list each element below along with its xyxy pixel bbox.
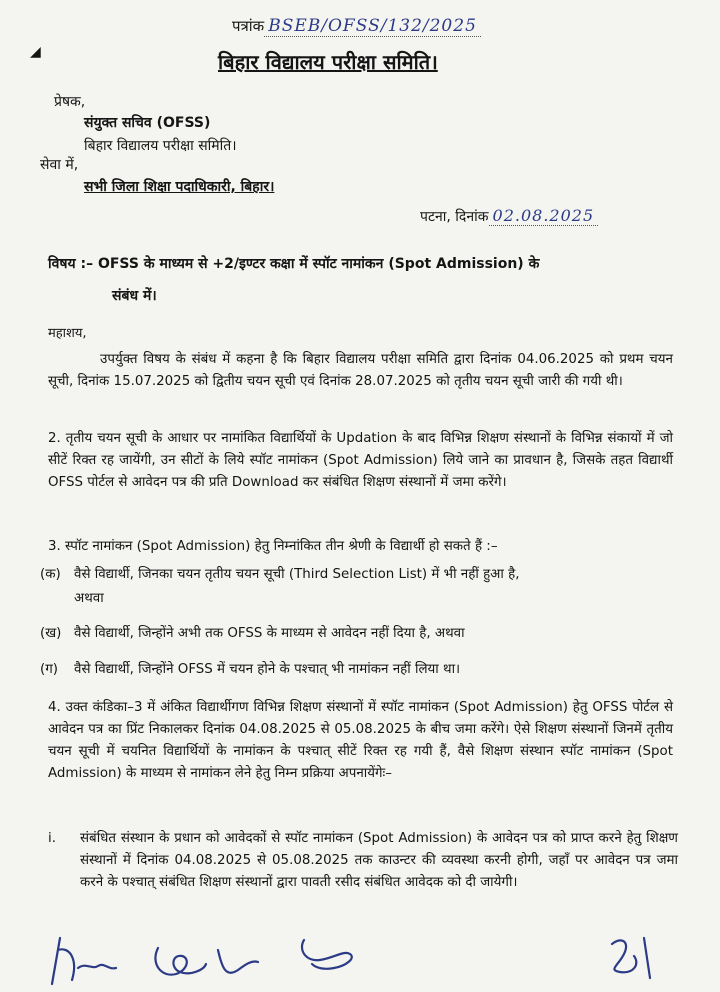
letter-number-line [232,16,481,36]
category-ka-marker: (क) [40,567,61,582]
initials-row [0,920,720,992]
procedure-item-text: संबंधित संस्थान के प्रधान को आवेदकों से स्पॉट नामांकन (Spot Admission) के आवेदन पत्र को प्राप्त करने हेतु शिक्षण संस्थानों में दिनांक 04.08.2025 से 05.08.2025 तक काउन्टर की व्यवस्था करनी होगी, जहाँ पर आवेदन पत्र जमा करने के पश्चात् संबंधित शिक्षण संस्थानों द्वारा पावती रसीद संबंधित आवेदक को दी जायेगी। [80,831,678,890]
letter-number-label: पत्रांक [232,17,265,35]
category-ga-text: वैसे विद्यार्थी, जिन्होंने OFSS में चयन होने के पश्चात् भी नामांकन नहीं लिया था। [74,662,461,677]
corner-mark: ◢ [30,44,41,60]
date-line [420,206,598,226]
category-kha-marker: (ख) [40,626,62,641]
category-ka [40,564,680,586]
paragraph-3: 3. स्पॉट नामांकन (Spot Admission) हेतु निम्नांकित तीन श्रेणी के विद्यार्थी हो सकते हैं :– [48,539,498,554]
category-ga-marker: (ग) [40,662,58,677]
category-ga [40,659,680,681]
paragraph-2: 2. तृतीय चयन सूची के आधार पर नामांकित विद्यार्थियों के Updation के बाद विभिन्न शिक्षण संस्थानों के विभिन्न संकायों में जो सीटें रिक्त रह जायेंगी, उन सीटों के लिये स्पॉट नामांकन (Spot Admission) लिये जाने का प्रावधान है, जिसके तहत विद्यार्थी OFSS पोर्टल से आवेदन पत्र की प्रति Download कर संबंधित शिक्षण संस्थानों में जमा करेंगे। [48,431,673,490]
category-kha-text: वैसे विद्यार्थी, जिन्होंने अभी तक OFSS के माध्यम से आवेदन नहीं दिया है, अथवा [74,626,465,641]
date-handwritten: 02.08.2025 [489,206,599,226]
initial-signature-4 [612,938,650,978]
category-ka-text: वैसे विद्यार्थी, जिनका चयन तृतीय चयन सूची (Third Selection List) में भी नहीं हुआ है, [74,567,520,582]
sender-name: संयुक्त सचिव (OFSS) [84,115,211,131]
subject-line-1: विषय :– OFSS के माध्यम से +2/इण्टर कक्षा में स्पॉट नामांकन (Spot Admission) के [48,256,540,272]
date-label: पटना, दिनांक [420,209,489,225]
initial-signature-2 [155,948,258,975]
sender-organization: बिहार विद्यालय परीक्षा समिति। [84,138,237,154]
category-ka-continuation: अथवा [74,591,104,606]
category-kha [40,623,680,645]
sender-label: प्रेषक, [54,94,86,110]
organization-title: बिहार विद्यालय परीक्षा समिति। [218,50,438,74]
initial-signature-3 [302,940,352,969]
recipient-name: सभी जिला शिक्षा पदाधिकारी, बिहार। [84,179,275,195]
letter-number-handwritten: BSEB/OFSS/132/2025 [264,16,481,37]
subject-line-2: संबंध में। [112,288,157,304]
recipient-label: सेवा में, [40,157,79,173]
paragraph-1: उपर्युक्त विषय के संबंध में कहना है कि बिहार विद्यालय परीक्षा समिति द्वारा दिनांक 04.06.2025 को प्रथम चयन सूची, दिनांक 15.07.2025 को द्वितीय चयन सूची एवं दिनांक 28.07.2025 को तृतीय चयन सूची जारी की गयी थी। [48,352,673,389]
procedure-item-marker: i. [48,831,56,846]
initial-signature-1 [52,938,116,984]
salutation: महाशय, [48,326,87,341]
paragraph-4: 4. उक्त कंडिका–3 में अंकित विद्यार्थीगण विभिन्न शिक्षण संस्थानों में स्पॉट नामांकन (Spot Admission) हेतु OFSS पोर्टल से आवेदन पत्र का प्रिंट निकालकर दिनांक 04.08.2025 से 05.08.2025 के बीच जमा करेंगे। ऐसे शिक्षण संस्थानों जिनमें तृतीय चयन सूची में चयनित विद्यार्थियों के नामांकन के पश्चात् सीटें रिक्त रह गयी हैं, वैसे शिक्षण संस्थान स्पॉट नामांकन (Spot Admission) के माध्यम से नामांकन लेने हेतु निम्न प्रक्रिया अपनायेंगेः– [48,700,673,781]
